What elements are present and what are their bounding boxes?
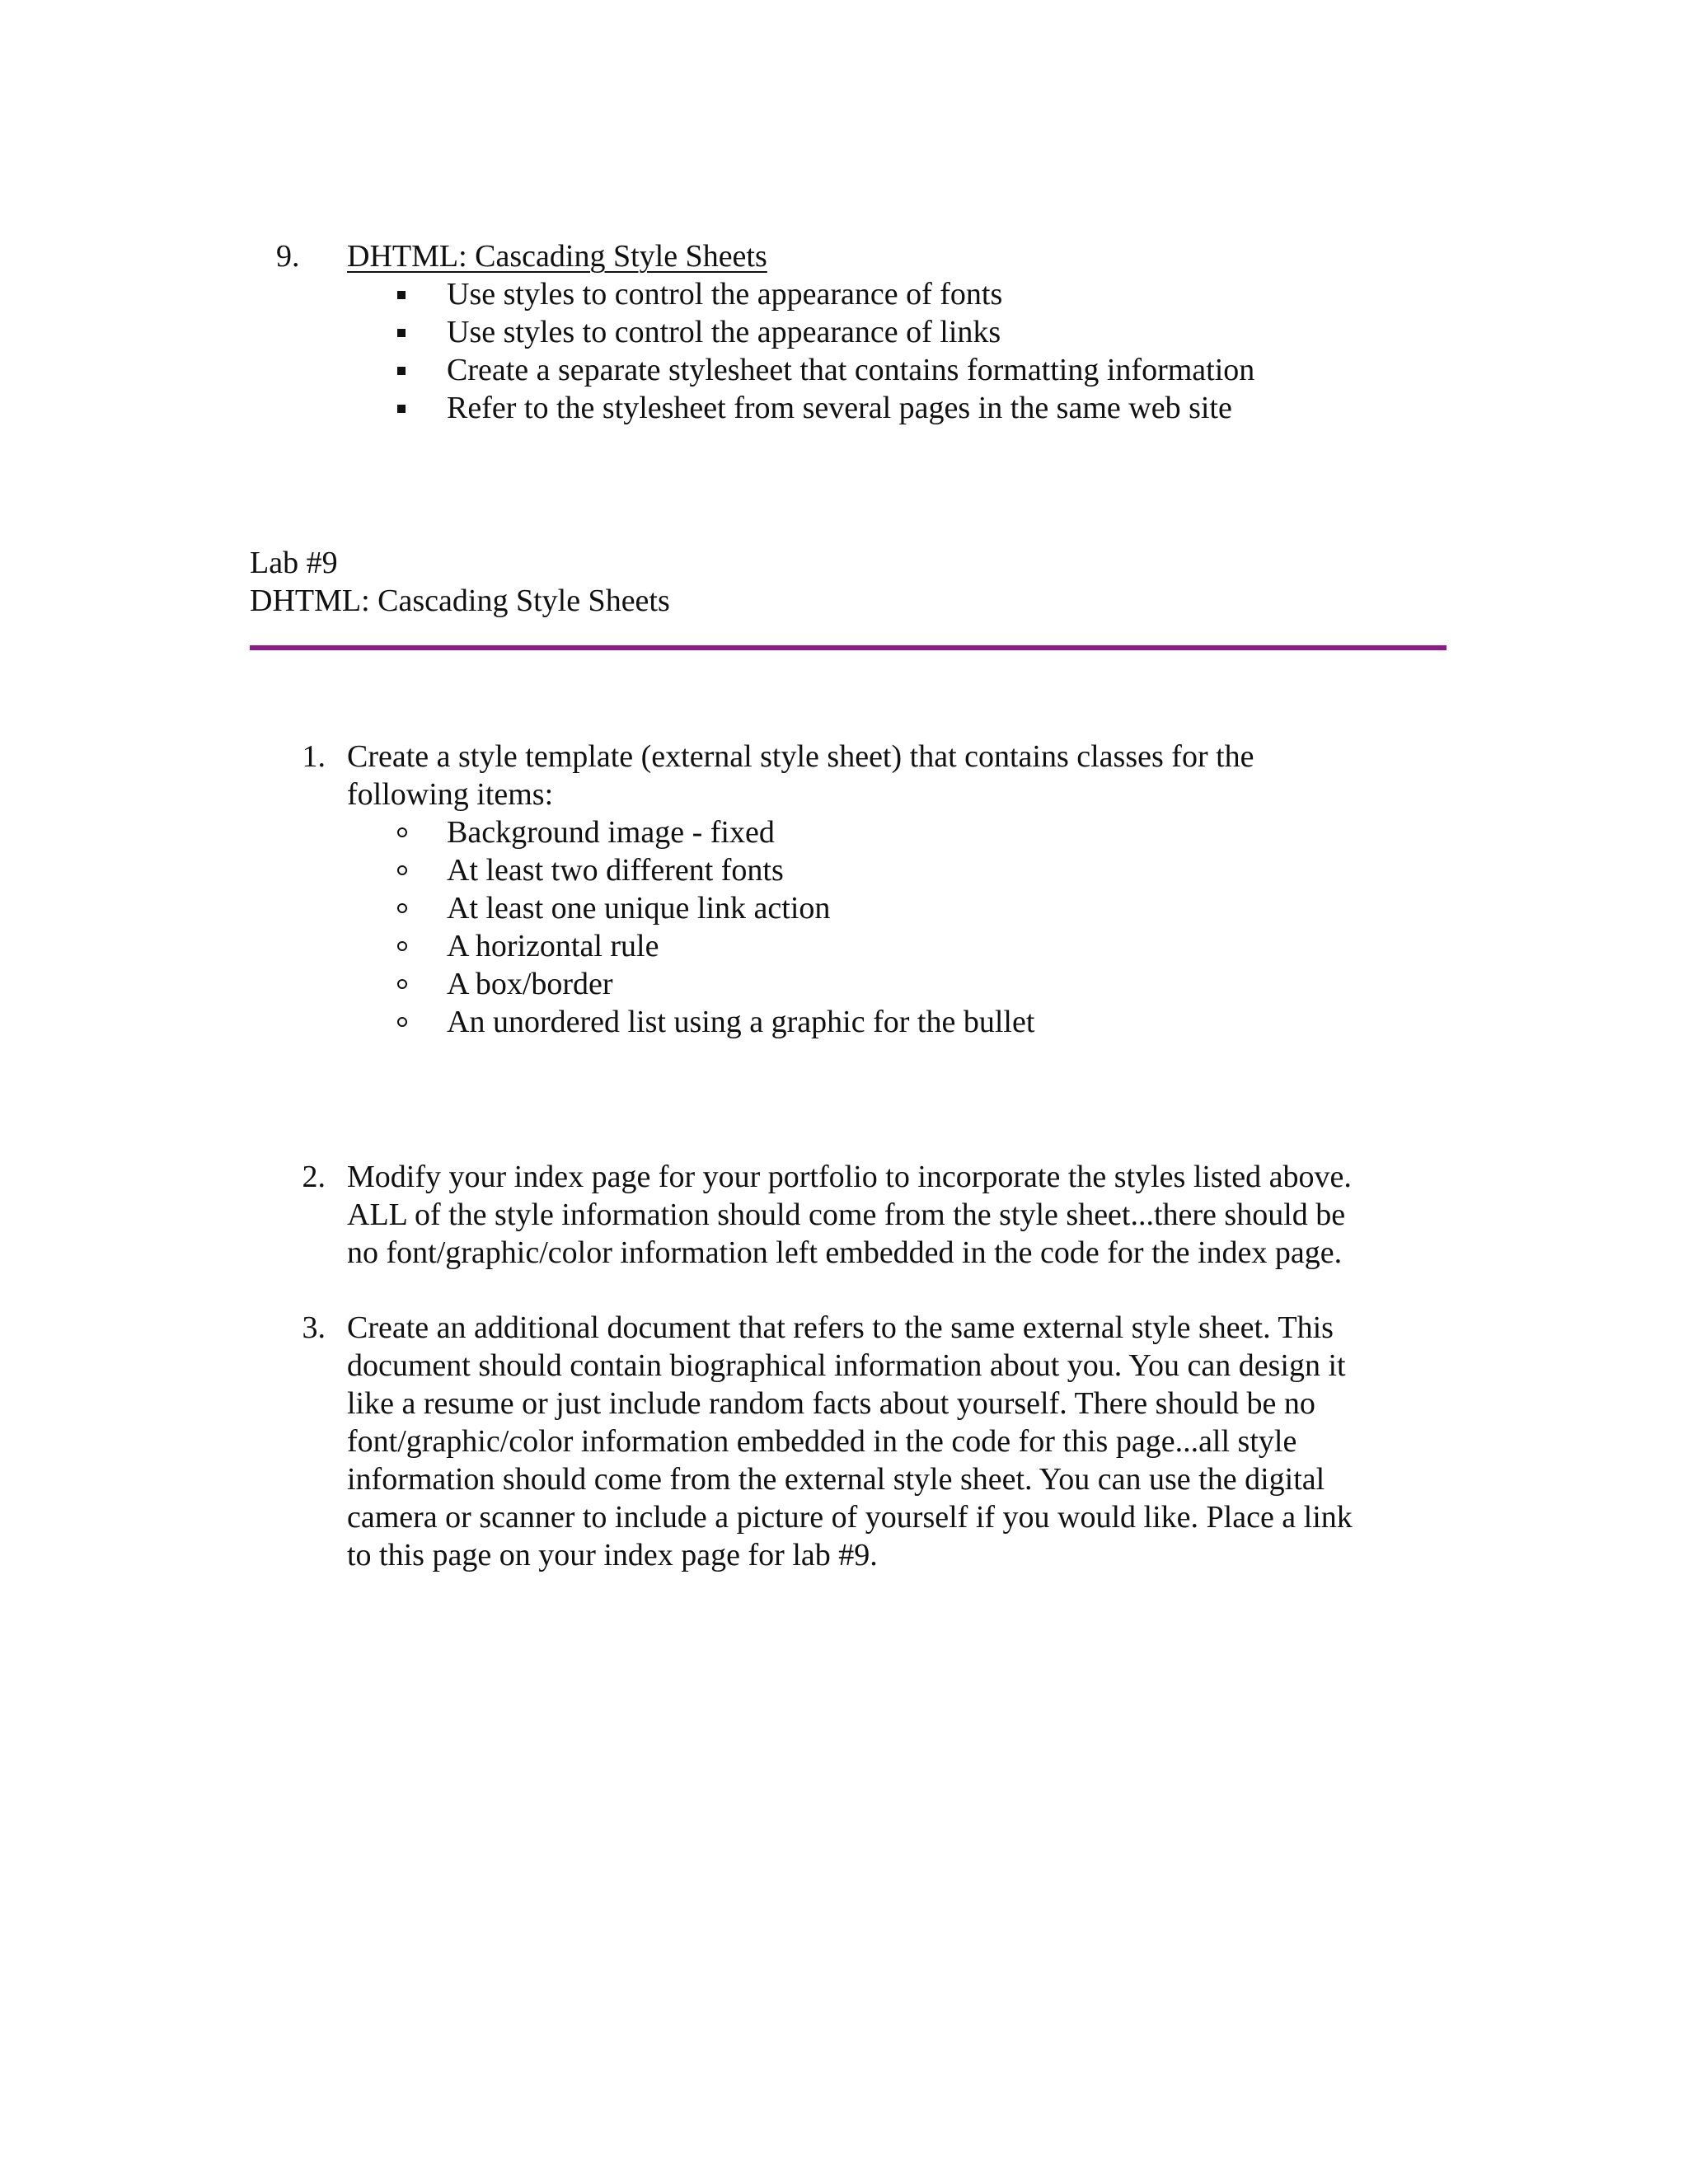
- item-number: 1.: [302, 739, 326, 774]
- list-item: Create a separate stylesheet that contains formatting information: [397, 351, 1254, 389]
- circle-bullet-icon: [397, 827, 407, 837]
- item-number: 3.: [302, 1310, 326, 1345]
- circle-bullet-icon: [397, 941, 407, 951]
- subitem-list: [397, 813, 1034, 1041]
- list-item: A horizontal rule: [397, 927, 1034, 965]
- section-bullet-list: [397, 275, 1254, 427]
- item-text: Create a style template (external style sheet) that contains classes for the following items:: [347, 739, 1254, 812]
- list-item: At least one unique link action: [397, 889, 1034, 927]
- section-title: DHTML: Cascading Style Sheets: [347, 239, 767, 274]
- list-item: At least two different fonts: [397, 851, 1034, 889]
- square-bullet-icon: [397, 329, 406, 337]
- circle-bullet-icon: [397, 1017, 407, 1027]
- item-number: 2.: [302, 1160, 326, 1194]
- section-number: 9.: [276, 239, 300, 274]
- list-item: Use styles to control the appearance of links: [397, 313, 1254, 351]
- list-item: A box/border: [397, 965, 1034, 1003]
- list-item: Refer to the stylesheet from several pages in the same web site: [397, 389, 1254, 427]
- list-item: Use styles to control the appearance of fonts: [397, 275, 1254, 313]
- item-text: Create an additional document that refers to the same external style sheet. This document should contain biographical information about you. You can design it like a resume or just include random facts about yourself. There should be no font/graphic/color information embedded in the code for this page...all style information should come from the external style sheet. You can use the digital camera or scanner to include a picture of yourself if you would like. Place a link to this page on your index page for lab #9.: [347, 1310, 1353, 1572]
- circle-bullet-icon: [397, 903, 407, 913]
- square-bullet-icon: [397, 367, 406, 375]
- circle-bullet-icon: [397, 979, 407, 989]
- square-bullet-icon: [397, 291, 406, 299]
- list-item: An unordered list using a graphic for the bullet: [397, 1003, 1034, 1041]
- lab-number: Lab #9: [250, 546, 338, 580]
- horizontal-rule: [250, 645, 1447, 650]
- item-text: Modify your index page for your portfolio to incorporate the styles listed above. ALL of the style information should come from the style sheet...there should be no font/graphic/color information left embedded in the code for the index page.: [347, 1160, 1352, 1270]
- lab-title: DHTML: Cascading Style Sheets: [250, 583, 670, 618]
- circle-bullet-icon: [397, 865, 407, 875]
- square-bullet-icon: [397, 405, 406, 413]
- list-item: Background image - fixed: [397, 813, 1034, 851]
